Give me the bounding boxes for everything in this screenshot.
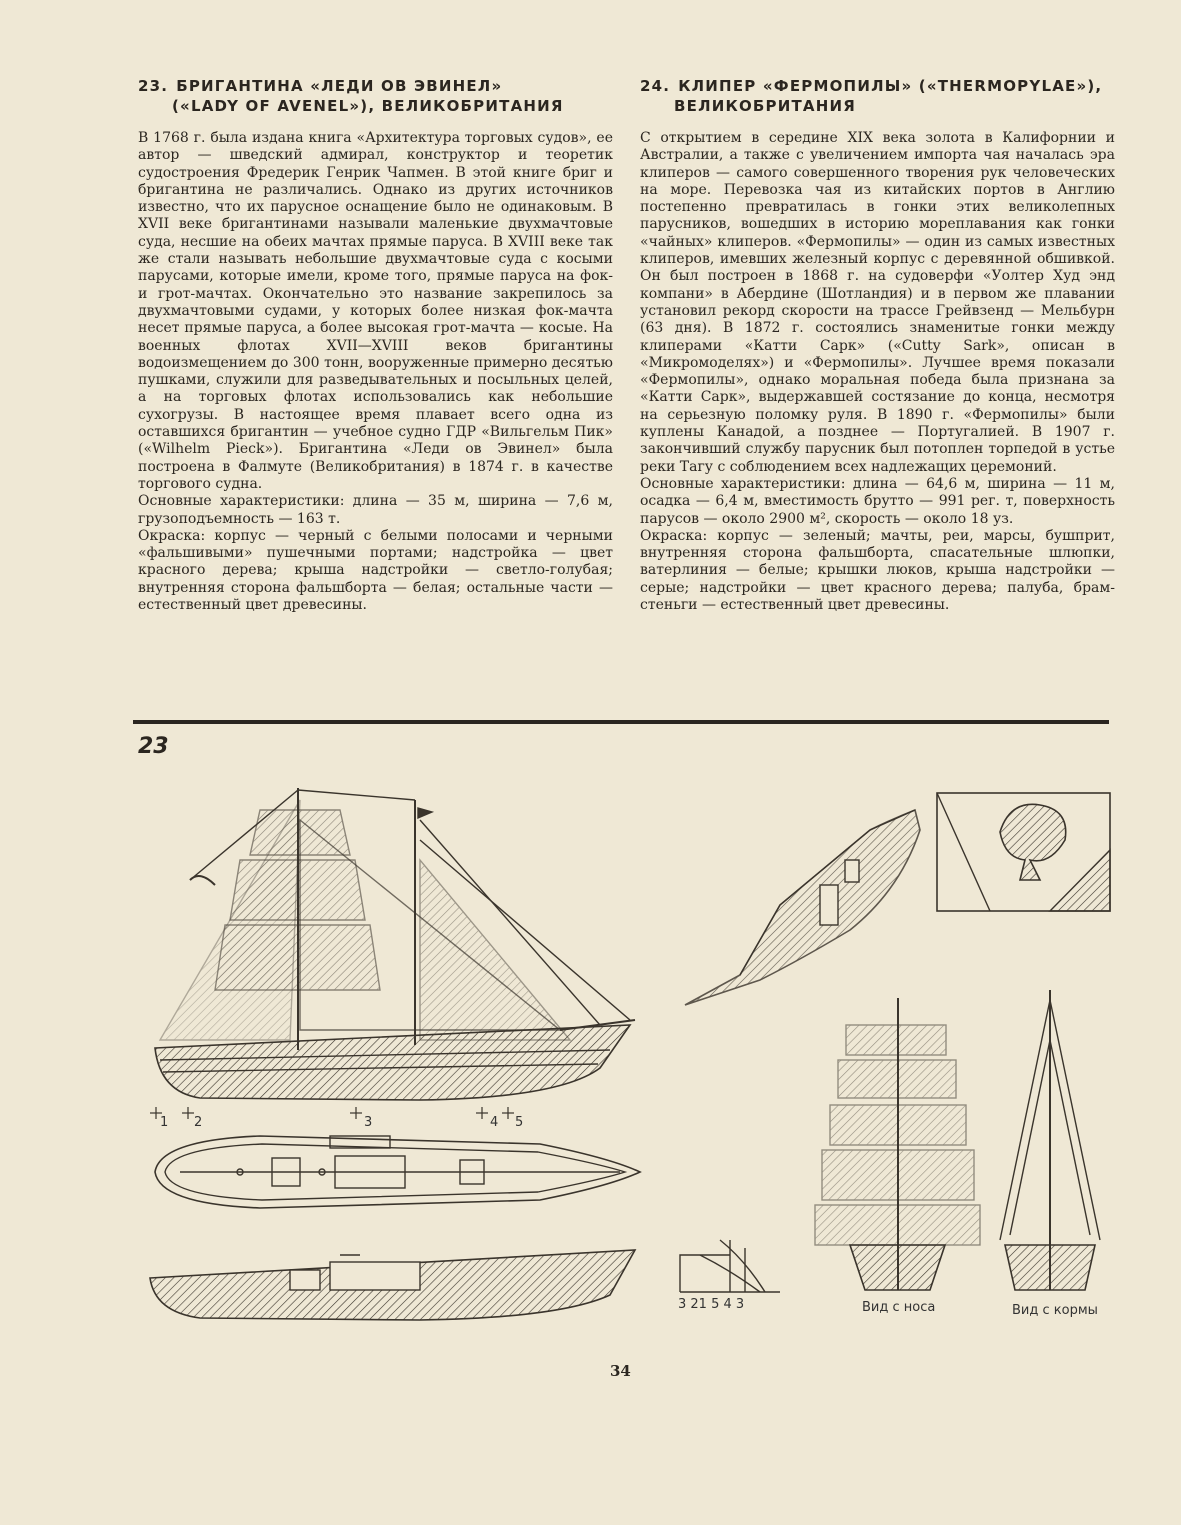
station-mark-2: 2 bbox=[194, 1115, 203, 1130]
caption-stern-view: Вид с кормы bbox=[1012, 1303, 1098, 1318]
station-mark-1: 1 bbox=[160, 1115, 169, 1130]
page-number: 34 bbox=[610, 1362, 631, 1380]
brigantine-side-view bbox=[155, 788, 635, 1100]
midship-section-box bbox=[937, 793, 1110, 911]
article-23-paragraph-history: В 1768 г. была издана книга «Архитектура торговых судов», ее автор — шведский адмирал, конструктор и теоретик судостроения Фредерик Генрик Чапмен. В этой книге бриг и бригантина не различались. Однако из других источников известно, что их парусное оснащение было не одинаковым. В XVII веке бригантинами называли маленькие двухмачтовые суда, несшие на обеих мачтах прямые паруса. В XVIII веке так же стали называть небольшие двухмачтовые суда с косыми парусами, которые имели, кроме того, прямые паруса на фок- и грот-мачтах. Окончательно это название закрепилось за двухмачтовыми судами, у которых более низкая фок-мачта несет прямые паруса, а более высокая грот-мачта — косые. На военных флотах XVII—XVIII веков бригантины водоизмещением до 300 тонн, вооруженные примерно десятью пушками, служили для разведывательных и посыльных целей, а на торговых флотах использовались как небольшие сухогрузы. В настоящее время плавает всего одна из оставшихся бригантин — учебное судно ГДР «Вильгельм Пик» («Wilhelm Pieck»). Бригантина «Леди ов Эвинел» была построена в Фалмуте (Великобритания) в 1874 г. в качестве торгового судна. bbox=[138, 130, 613, 492]
article-24-title-line1: КЛИПЕР «ФЕРМОПИЛЫ» («THERMOPYLAE»), bbox=[678, 77, 1103, 95]
article-24-paragraph-colors: Окраска: корпус — зеленый; мачты, реи, марсы, бушприт, внутренняя сторона фальшборта, спасательные шлюпки, ватерлиния — белые; крышки люков, крыша надстройки — серые; надстройки — цвет красного дерева; палуба, брам-стеньги — естественный цвет древесины. bbox=[640, 527, 1115, 614]
station-marks bbox=[150, 1107, 514, 1119]
article-24-paragraph-history: С открытием в середине XIX века золота в Калифорнии и Австралии, а также с увеличением импорта чая началась эра клиперов — самого совершенного творения рук человеческих на море. Перевозка чая из китайских портов в Англию постепенно превратилась в гонки этих великолепных парусников, вошедших в историю мореплавания как гонки «чайных» клиперов. «Фермопилы» — один из самых известных клиперов, имевших железный корпус с деревянной обшивкой. Он был построен в 1868 г. на судоверфи «Уолтер Худ энд компани» в Абердине (Шотландия) и в первом же плавании установил рекорд скорости на трассе Грейвзенд — Мельбурн (63 дня). В 1872 г. состоялись знаменитые гонки между клиперами «Катти Сарк» («Cutty Sark», описан в «Микромоделях») и «Фермопилы». Лучшее время показали «Фермопилы», однако моральная победа была признана за «Катти Сарк», выдержавшей состязание до конца, несмотря на серьезную поломку руля. В 1890 г. «Фермопилы» были куплены Канадой, а позднее — Португалией. В 1907 г. закончивший службу парусник был потоплен торпедой в устье реки Тагу с соблюдением всех надлежащих церемоний. bbox=[640, 130, 1115, 475]
half-section-lines bbox=[680, 1240, 780, 1292]
article-24-paragraph-specs: Основные характеристики: длина — 64,6 м, ширина — 11 м, осадка — 6,4 м, вместимость брутто — 991 рег. т, поверхность парусов — около 2900 м², скорость — около 18 уз. bbox=[640, 475, 1115, 527]
article-23-title-line2: («LADY OF AVENEL»), ВЕЛИКОБРИТАНИЯ bbox=[172, 97, 564, 115]
article-23-paragraph-colors: Окраска: корпус — черный с белыми полосами и черными «фальшивыми» пушечными портами; надстройка — цвет красного дерева; крыша надстройки — светло-голубая; внутренняя сторона фальшборта — белая; остальные части — естественный цвет древесины. bbox=[138, 527, 613, 614]
figure-number: 23 bbox=[138, 734, 169, 759]
brigantine-deck-plan bbox=[155, 1136, 640, 1208]
station-mark-3: 3 bbox=[364, 1115, 373, 1130]
article-23-paragraph-specs: Основные характеристики: длина — 35 м, ширина — 7,6 м, грузоподъемность — 163 т. bbox=[138, 493, 613, 527]
caption-bow-view: Вид с носа bbox=[862, 1300, 936, 1315]
clipper-bow-view bbox=[815, 998, 980, 1290]
article-23-number: 23. bbox=[138, 77, 169, 95]
article-23-title-line1: БРИГАНТИНА «ЛЕДИ ОВ ЭВИНЕЛ» bbox=[176, 77, 503, 95]
article-24-number: 24. bbox=[640, 77, 671, 95]
clipper-stern-view bbox=[1000, 990, 1100, 1290]
station-mark-4: 4 bbox=[490, 1115, 499, 1130]
section-marks: 3 21 5 4 3 bbox=[678, 1297, 745, 1312]
article-24-title-line2: ВЕЛИКОБРИТАНИЯ bbox=[674, 97, 856, 115]
brigantine-profile bbox=[150, 1250, 635, 1320]
clipper-perspective-view bbox=[685, 810, 920, 1005]
station-mark-5: 5 bbox=[515, 1115, 524, 1130]
